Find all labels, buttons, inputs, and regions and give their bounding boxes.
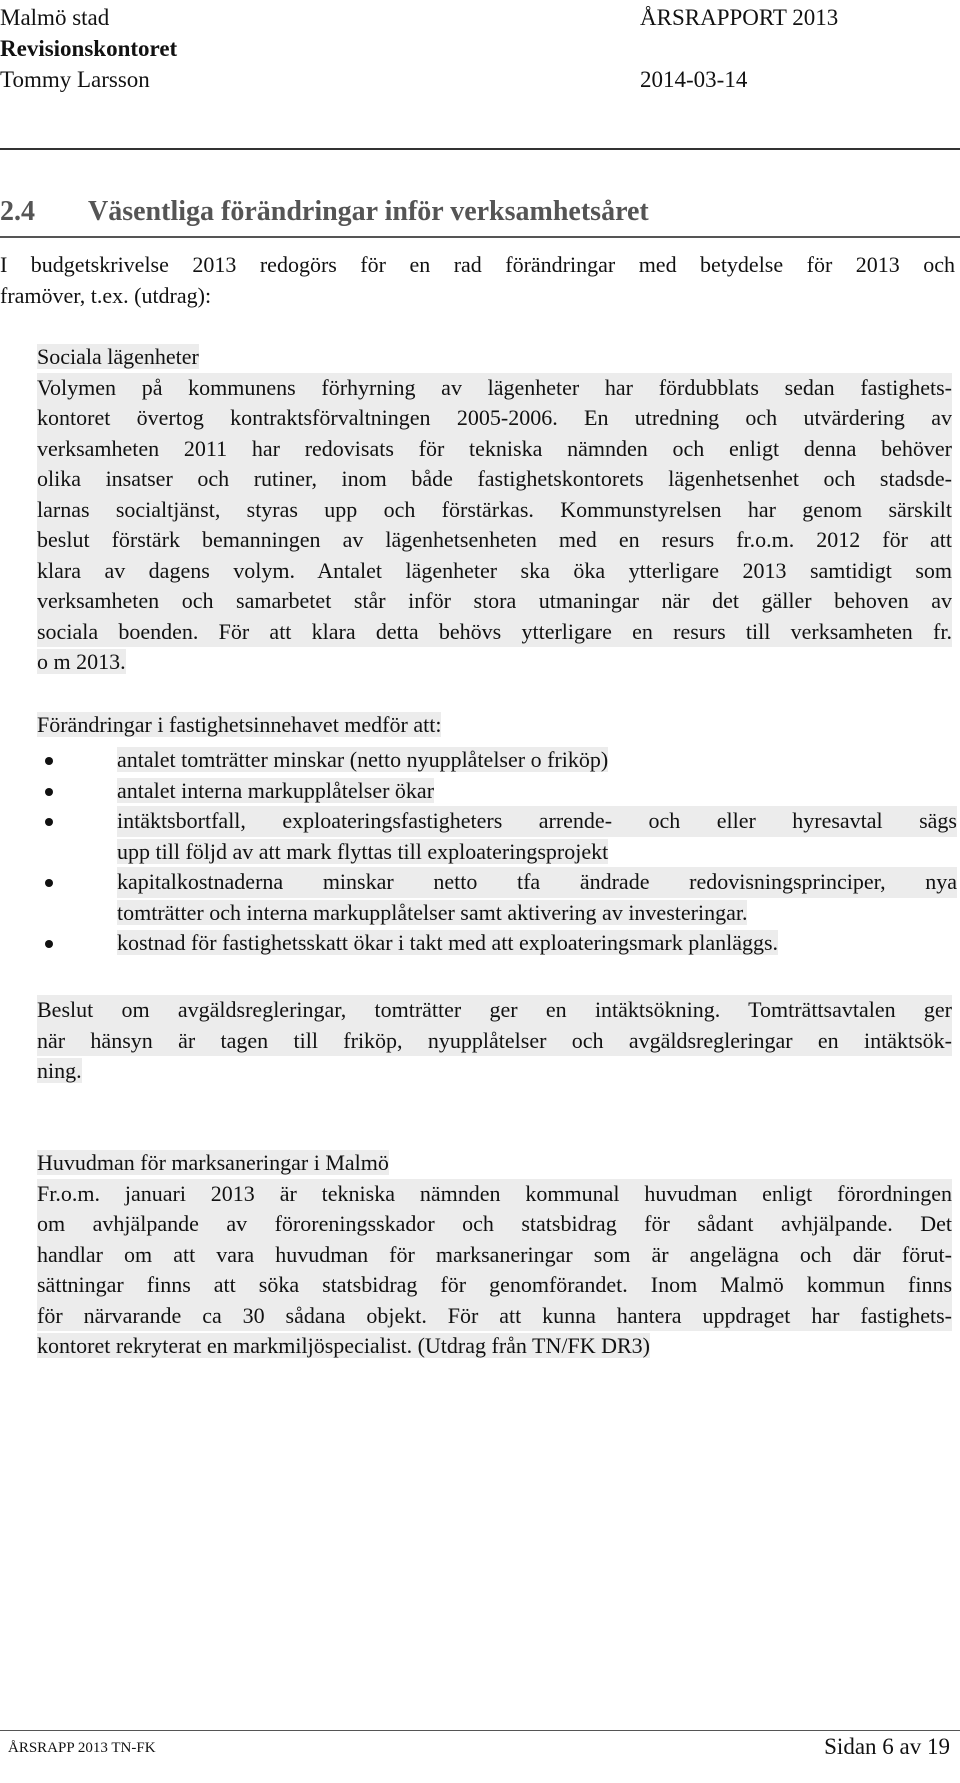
- bullet-text: kostnad för fastighetsskatt ökar i takt med att exploateringsmark planläggs.: [117, 930, 779, 955]
- bullet-text: kapitalkostnaderna minskar netto tfa ändrade redovisningsprinciper, nya: [117, 867, 957, 898]
- fastighet-heading: Förändringar i fastighetsinnehavet medför att:: [37, 712, 442, 737]
- header-author: Tommy Larsson: [0, 67, 150, 92]
- section-title: Väsentliga förändringar inför verksamhetsåret: [88, 196, 649, 227]
- beslut-paragraph: [37, 995, 952, 1087]
- footer-rule: [0, 1730, 960, 1731]
- header-report: ÅRSRAPPORT 2013: [640, 5, 839, 30]
- bullet-text: intäktsbortfall, exploateringsfastigheters arrende- och eller hyresavtal sägs: [117, 806, 957, 837]
- huvudman-line-6: kontoret rekryterat en markmiljöspecialist. (Utdrag från TN/FK DR3): [37, 1333, 650, 1358]
- fastighet-bullet-list: [37, 745, 957, 959]
- beslut-line-3: ning.: [37, 1058, 82, 1083]
- huvudman-heading: Huvudman för marksaneringar i Malmö: [37, 1150, 389, 1175]
- huvudman-line-1: Fr.o.m. januari 2013 är tekniska nämnden kommunal huvudman enligt förordningen: [37, 1179, 952, 1210]
- huvudman-line-2: om avhjälpande av föroreningsskador och statsbidrag för sådant avhjälpande. Det: [37, 1209, 952, 1240]
- bullet-text-continued: upp till följd av att mark flyttas till exploateringsprojekt: [117, 838, 609, 864]
- sociala-line-1: Volymen på kommunens förhyrning av lägenheter har fördubblats sedan fastighets-: [37, 373, 952, 404]
- header-date: 2014-03-14: [640, 67, 748, 92]
- bullet-text-continued: tomträtter och interna markupplåtelser samt aktivering av investeringar.: [117, 899, 748, 925]
- bullet-icon: [45, 879, 53, 887]
- sociala-line-4: olika insatser och rutiner, inom både fastighetskontorets lägenhetsenhet och stadsde-: [37, 464, 952, 495]
- list-item: [37, 867, 957, 928]
- footer-left: ÅRSRAPP 2013 TN-FK: [8, 1740, 156, 1756]
- sociala-line-3: verksamheten 2011 har redovisats för tekniska nämnden och enligt denna behöver: [37, 434, 952, 465]
- fastighet-heading-block: [37, 710, 952, 741]
- sociala-line-6: beslut förstärk bemanningen av lägenhetsenheten med en resurs fr.o.m. 2012 för att: [37, 525, 952, 556]
- bullet-icon: [45, 940, 53, 948]
- list-item: [37, 806, 957, 867]
- sociala-line-9: sociala boenden. För att klara detta behövs ytterligare en resurs till verksamheten fr.: [37, 617, 952, 648]
- sociala-line-10: o m 2013.: [37, 649, 126, 674]
- list-item: [37, 745, 957, 776]
- huvudman-section: [37, 1148, 952, 1362]
- beslut-line-1: Beslut om avgäldsregleringar, tomträtter ger en intäktsökning. Tomträttsavtalen ger: [37, 995, 952, 1026]
- intro-line-2: framöver, t.ex. (utdrag):: [0, 282, 212, 308]
- list-item: [37, 776, 957, 807]
- section-heading: [0, 196, 958, 228]
- huvudman-line-5: för närvarande ca 30 sådana objekt. För att kunna hantera uppdraget har fastighets-: [37, 1301, 952, 1332]
- bullet-icon: [45, 818, 53, 826]
- list-item: [37, 928, 957, 959]
- intro-paragraph: [0, 250, 955, 311]
- sociala-line-2: kontoret övertog kontraktsförvaltningen 2005-2006. En utredning och utvärdering av: [37, 403, 952, 434]
- sociala-section: [37, 342, 952, 678]
- sociala-line-8: verksamheten och samarbetet står inför stora utmaningar när det gäller behoven av: [37, 586, 952, 617]
- bullet-text: antalet tomträtter minskar (netto nyupplåtelser o friköp): [117, 747, 609, 772]
- section-number: 2.4: [0, 196, 35, 227]
- heading-underline: [0, 236, 960, 238]
- sociala-line-7: klara av dagens volym. Antalet lägenheter ska öka ytterligare 2013 samtidigt som: [37, 556, 952, 587]
- intro-line-1: I budgetskrivelse 2013 redogörs för en rad förändringar med betydelse för 2013 och: [0, 252, 955, 277]
- bullet-icon: [45, 788, 53, 796]
- bullet-text: antalet interna markupplåtelser ökar: [117, 777, 435, 803]
- header-office: Revisionskontoret: [0, 36, 178, 61]
- beslut-line-2: när hänsyn är tagen till friköp, nyupplåtelser och avgäldsregleringar en intäktsök-: [37, 1026, 952, 1057]
- sociala-line-5: larnas socialtjänst, styras upp och förstärkas. Kommunstyrelsen har genom särskilt: [37, 495, 952, 526]
- huvudman-line-4: sättningar finns att söka statsbidrag för genomförandet. Inom Malmö kommun finns: [37, 1270, 952, 1301]
- header-org: Malmö stad: [0, 5, 110, 30]
- bullet-icon: [45, 757, 53, 765]
- page-number: Sidan 6 av 19: [824, 1734, 950, 1759]
- header-rule: [0, 148, 960, 150]
- huvudman-line-3: handlar om att vara huvudman för marksaneringar som är angelägna och där förut-: [37, 1240, 952, 1271]
- sociala-heading: Sociala lägenheter: [37, 344, 199, 369]
